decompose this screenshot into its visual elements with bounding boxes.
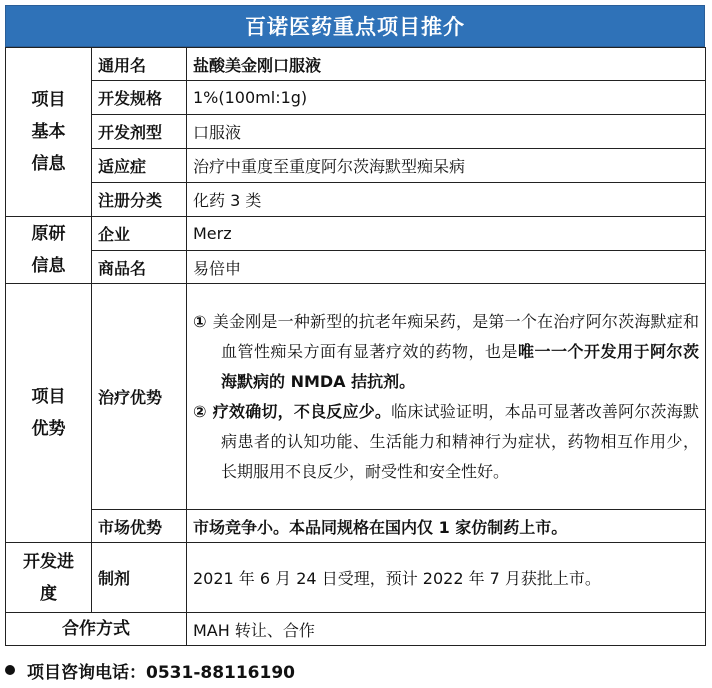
table-row (6, 81, 706, 115)
table-row (6, 217, 706, 251)
table-row (6, 48, 706, 81)
label-indication: 适应症 (92, 149, 187, 183)
value-indication: 治疗中重度至重度阿尔茨海默型痴呆病 (187, 149, 706, 183)
label-dosage-form: 开发剂型 (92, 115, 187, 149)
value-treatment-advantage (187, 284, 706, 510)
table-row (6, 149, 706, 183)
value-registration: 化药 3 类 (187, 183, 706, 217)
label-generic-name: 通用名 (92, 48, 187, 81)
value-dosage-form: 口服液 (187, 115, 706, 149)
point-2-text: 临床试验证明，本品可显著改善阿尔茨海默病患者的认知功能、生活能力和精神行为症状，药物相互作用少，长期服用不良反少，耐受性和安全性好。 (221, 401, 699, 481)
label-company: 企业 (92, 217, 187, 251)
advantage-point-2 (193, 397, 699, 487)
contact-phone: 项目咨询电话：0531-88116190 (27, 662, 295, 683)
value-trade-name: 易倍申 (187, 251, 706, 284)
table-row (6, 115, 706, 149)
project-sheet (5, 5, 705, 646)
point-2-bold: 疗效确切，不良反应少。 (212, 401, 392, 421)
label-spec: 开发规格 (92, 81, 187, 115)
value-company: Merz (187, 217, 706, 251)
label-trade-name: 商品名 (92, 251, 187, 284)
value-generic-name: 盐酸美金刚口服液 (187, 48, 706, 81)
project-table (5, 47, 706, 646)
table-row (6, 183, 706, 217)
table-row (6, 284, 706, 510)
value-spec: 1%(100ml:1g) (187, 81, 706, 115)
label-treatment-advantage: 治疗优势 (92, 284, 187, 510)
point-1-bold: 唯一一个开发用于阿尔茨海默病的 NMDA 拮抗剂。 (221, 341, 699, 391)
label-market-advantage: 市场优势 (92, 510, 187, 543)
category-basic-info: 项目基本信息 (6, 48, 92, 217)
table-row (6, 510, 706, 543)
point-1-text: 美金刚是一种新型的抗老年痴呆药，是第一个在治疗阿尔茨海默症和血管性痴呆方面有显著疗效的药物，也是 (212, 311, 699, 361)
category-advantage: 项目优势 (6, 284, 92, 543)
label-cooperation: 合作方式 (6, 613, 187, 646)
value-market-advantage: 市场竞争小。本品同规格在国内仅 1 家仿制药上市。 (187, 510, 706, 543)
label-preparation: 制剂 (92, 543, 187, 613)
category-original-info: 原研信息 (6, 217, 92, 284)
advantage-point-1 (193, 307, 699, 397)
point-2-marker: ② (193, 401, 207, 421)
page-title: 百诺医药重点项目推介 (5, 5, 705, 47)
table-row (6, 543, 706, 613)
point-1-marker: ① (193, 311, 207, 331)
table-row (6, 251, 706, 284)
value-preparation: 2021 年 6 月 24 日受理，预计 2022 年 7 月获批上市。 (187, 543, 706, 613)
table-row (6, 613, 706, 646)
value-cooperation: MAH 转让、合作 (187, 613, 706, 646)
bullet-icon (5, 665, 15, 675)
label-registration: 注册分类 (92, 183, 187, 217)
category-progress: 开发进度 (6, 543, 92, 613)
contact-line (5, 657, 295, 683)
